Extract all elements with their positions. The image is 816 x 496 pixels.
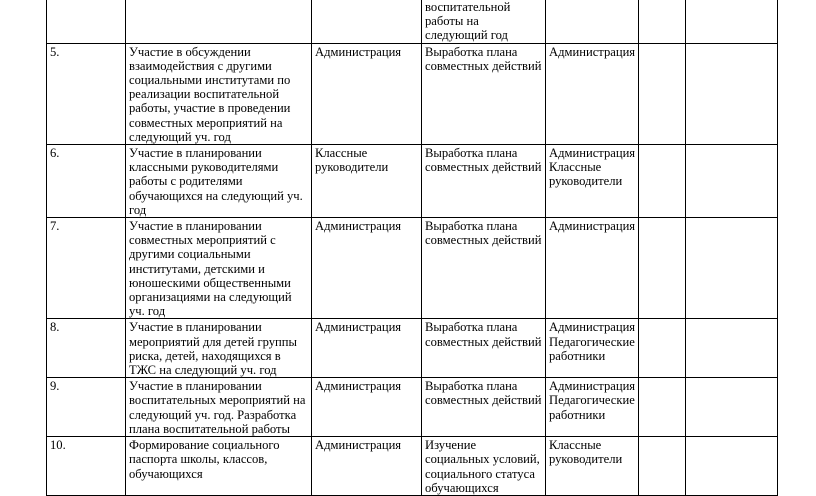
task-text: Участие в планировании мероприятий для детей группы риска, детей, находящихся в ТЖС на следующий уч. год <box>129 320 297 378</box>
result-text: воспитательной работы на следующий год <box>425 0 511 43</box>
executors-text: Администрация Педагогические работники <box>549 379 636 422</box>
responsible-text: Администрация <box>315 44 402 59</box>
responsible-text: Администрация <box>315 379 402 394</box>
row-number: 7. <box>50 219 60 234</box>
responsible-text: Классные руководители <box>315 146 389 175</box>
task-cell <box>126 319 312 378</box>
row-number: 10. <box>50 438 66 453</box>
responsible-text: Администрация <box>315 320 402 335</box>
row-number-cell <box>47 43 126 144</box>
row-number: 9. <box>50 379 60 394</box>
result-cell <box>422 145 546 218</box>
table-row <box>47 145 778 218</box>
note-cell <box>639 145 686 218</box>
responsible-cell <box>312 0 422 43</box>
result-text: Выработка плана совместных действий <box>425 320 542 349</box>
result-cell <box>422 378 546 437</box>
result-cell <box>422 319 546 378</box>
table-row <box>47 378 778 437</box>
table-row <box>47 319 778 378</box>
task-cell <box>126 437 312 496</box>
row-number: 8. <box>50 320 60 335</box>
note-cell <box>639 319 686 378</box>
task-cell <box>126 378 312 437</box>
responsible-text: Администрация <box>315 219 402 234</box>
executors-cell <box>546 0 639 43</box>
result-text: Выработка плана совместных действий <box>425 379 542 408</box>
plan-table <box>46 0 778 496</box>
responsible-cell <box>312 319 422 378</box>
responsible-cell <box>312 43 422 144</box>
responsible-cell <box>312 437 422 496</box>
executors-text: Администрация Педагогические работники <box>549 320 636 363</box>
extra-cell <box>686 0 778 43</box>
responsible-cell <box>312 218 422 319</box>
task-cell <box>126 0 312 43</box>
result-cell <box>422 0 546 43</box>
result-cell <box>422 43 546 144</box>
row-number: 6. <box>50 146 60 161</box>
result-text: Выработка плана совместных действий <box>425 44 542 73</box>
executors-text: Администрация Классные руководители <box>549 146 636 189</box>
result-cell <box>422 437 546 496</box>
executors-cell <box>546 437 639 496</box>
table-row <box>47 43 778 144</box>
task-cell <box>126 43 312 144</box>
extra-cell <box>686 145 778 218</box>
executors-cell <box>546 378 639 437</box>
task-text: Участие в планировании воспитательных мероприятий на следующий уч. год. Разработка плана воспитательной работы <box>129 379 306 436</box>
task-text: Участие в обсуждении взаимодействия с другими социальными институтами по реализации воспитательной работы, участие в проведении совместных мероприятий на следующий уч. год <box>129 44 291 144</box>
executors-cell <box>546 218 639 319</box>
row-number-cell <box>47 437 126 496</box>
executors-text: Администрация <box>549 44 636 59</box>
executors-text: Классные руководители <box>549 438 623 467</box>
extra-cell <box>686 319 778 378</box>
result-text: Выработка плана совместных действий <box>425 146 542 175</box>
executors-cell <box>546 319 639 378</box>
result-cell <box>422 218 546 319</box>
executors-cell <box>546 43 639 144</box>
extra-cell <box>686 218 778 319</box>
task-cell <box>126 218 312 319</box>
responsible-text: Администрация <box>315 438 402 453</box>
extra-cell <box>686 437 778 496</box>
row-number-cell <box>47 378 126 437</box>
extra-cell <box>686 378 778 437</box>
row-number-cell <box>47 218 126 319</box>
note-cell <box>639 218 686 319</box>
row-number-cell <box>47 0 126 43</box>
note-cell <box>639 378 686 437</box>
row-number: 5. <box>50 44 60 59</box>
executors-cell <box>546 145 639 218</box>
task-cell <box>126 145 312 218</box>
note-cell <box>639 437 686 496</box>
task-text: Участие в планировании классными руководителями работы с родителями обучающихся на следующий уч. год <box>129 146 303 217</box>
table-row <box>47 437 778 496</box>
result-text: Выработка плана совместных действий <box>425 219 542 248</box>
row-number-cell <box>47 145 126 218</box>
task-text: Формирование социального паспорта школы, классов, обучающихся <box>129 438 280 481</box>
table-row <box>47 218 778 319</box>
responsible-cell <box>312 378 422 437</box>
note-cell <box>639 43 686 144</box>
row-number-cell <box>47 319 126 378</box>
extra-cell <box>686 43 778 144</box>
result-text: Изучение социальных условий, социального статуса обучающихся <box>425 438 540 495</box>
responsible-cell <box>312 145 422 218</box>
table-row <box>47 0 778 43</box>
note-cell <box>639 0 686 43</box>
executors-text: Администрация <box>549 219 636 234</box>
task-text: Участие в планировании совместных мероприятий с другими социальными институтами, детскими и юношескими общественными организациями на следующий уч. год <box>129 219 292 319</box>
